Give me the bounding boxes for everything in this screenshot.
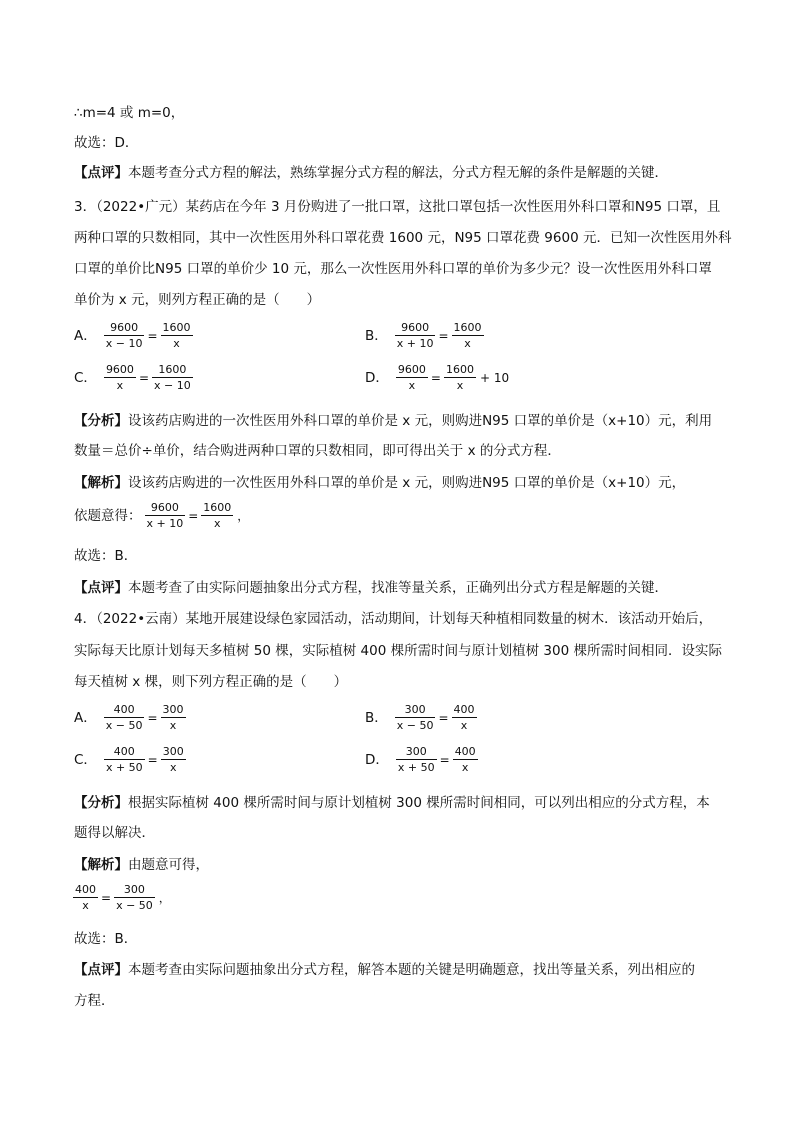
question-3-line-4: 单价为 x 元，则列方程正确的是（ ） [74, 292, 321, 308]
solution-tag: 【解析】 [74, 475, 128, 491]
q4-solution-equation: $\frac{400}{x}$ = $\frac{300}{x - 50}$ ， [75, 883, 171, 912]
text-line: 故选：D． [74, 135, 139, 151]
comment-tag: 【点评】 [74, 580, 128, 596]
answer-line: 故选：B． [74, 548, 138, 564]
comment-tag: 【点评】 [74, 165, 128, 181]
comment-text: 本题考查分式方程的解法，熟练掌握分式方程的解法，分式方程无解的条件是解题的关键． [128, 165, 668, 181]
question-3-line-2: 两种口罩的只数相同，其中一次性医用外科口罩花费 1600 元，N95 口罩花费 9600 元．已知一次性医用外科 [74, 230, 732, 246]
analysis-line: 题得以解决． [74, 825, 155, 841]
text-line: ∴m=4 或 m=0， [74, 105, 185, 121]
analysis-line: 【分析】根据实际植树 400 棵所需时间与原计划植树 300 棵所需时间相同，可以列出相应的分式方程，本 [74, 795, 710, 811]
q3-option-b: B． $\frac{9600}{x + 10}$ = $\frac{1600}{x}$ [365, 321, 482, 350]
analysis-line: 【分析】设该药店购进的一次性医用外科口罩的单价是 x 元，则购进N95 口罩的单价是（x+10）元，利用 [74, 413, 713, 429]
question-4-line-2: 实际每天比原计划每天多植树 50 棵，实际植树 400 棵所需时间与原计划植树 300 棵所需时间相同．设实际 [74, 643, 722, 659]
question-3-line-1: 3．（2022•广元）某药店在今年 3 月份购进了一批口罩，这批口罩包括一次性医用外科口罩和N95 口罩，且 [74, 199, 721, 215]
comment-line [74, 163, 668, 183]
q3-solution-equation: 依题意得： $\frac{9600}{x + 10}$ = $\frac{1600}{x}$ ， [74, 501, 250, 530]
question-4-line-3: 每天植树 x 棵，则下列方程正确的是（ ） [74, 674, 348, 690]
analysis-line: 数量＝总价÷单价，结合购进两种口罩的只数相同，即可得出关于 x 的分式方程． [74, 443, 561, 459]
question-3-line-3: 口罩的单价比N95 口罩的单价少 10 元，那么一次性医用外科口罩的单价为多少元？设一次性医用外科口罩 [74, 261, 712, 277]
solution-tag: 【解析】 [74, 857, 128, 873]
answer-line: 故选：B． [74, 931, 138, 947]
comment-line: 【点评】本题考查了由实际问题抽象出分式方程，找准等量关系，正确列出分式方程是解题的关键． [74, 580, 668, 596]
solution-line: 【解析】由题意可得， [74, 857, 209, 873]
q3-option-d: D． $\frac{9600}{x}$ = $\frac{1600}{x}$ + 10 [365, 363, 510, 392]
q4-option-d: D． $\frac{300}{x + 50}$ = $\frac{400}{x}$ [365, 745, 476, 774]
solution-line: 【解析】设该药店购进的一次性医用外科口罩的单价是 x 元，则购进N95 口罩的单价是（x+10）元， [74, 475, 686, 491]
q3-option-c: C． $\frac{9600}{x}$ = $\frac{1600}{x - 10}$ [74, 363, 191, 392]
q4-option-b: B． $\frac{300}{x - 50}$ = $\frac{400}{x}$ [365, 703, 475, 732]
comment-tag: 【点评】 [74, 962, 128, 978]
comment-line: 【点评】本题考查由实际问题抽象出分式方程，解答本题的关键是明确题意，找出等量关系，列出相应的 [74, 962, 695, 978]
q4-option-c: C． $\frac{400}{x + 50}$ = $\frac{300}{x}$ [74, 745, 184, 774]
analysis-tag: 【分析】 [74, 795, 128, 811]
analysis-tag: 【分析】 [74, 413, 128, 429]
comment-line: 方程． [74, 993, 115, 1009]
q4-option-a: A． $\frac{400}{x - 50}$ = $\frac{300}{x}$ [74, 703, 184, 732]
question-4-line-1: 4．（2022•云南）某地开展建设绿色家园活动，活动期间，计划每天种植相同数量的树木．该活动开始后， [74, 611, 713, 627]
q3-option-a: A． $\frac{9600}{x - 10}$ = $\frac{1600}{x}$ [74, 321, 191, 350]
